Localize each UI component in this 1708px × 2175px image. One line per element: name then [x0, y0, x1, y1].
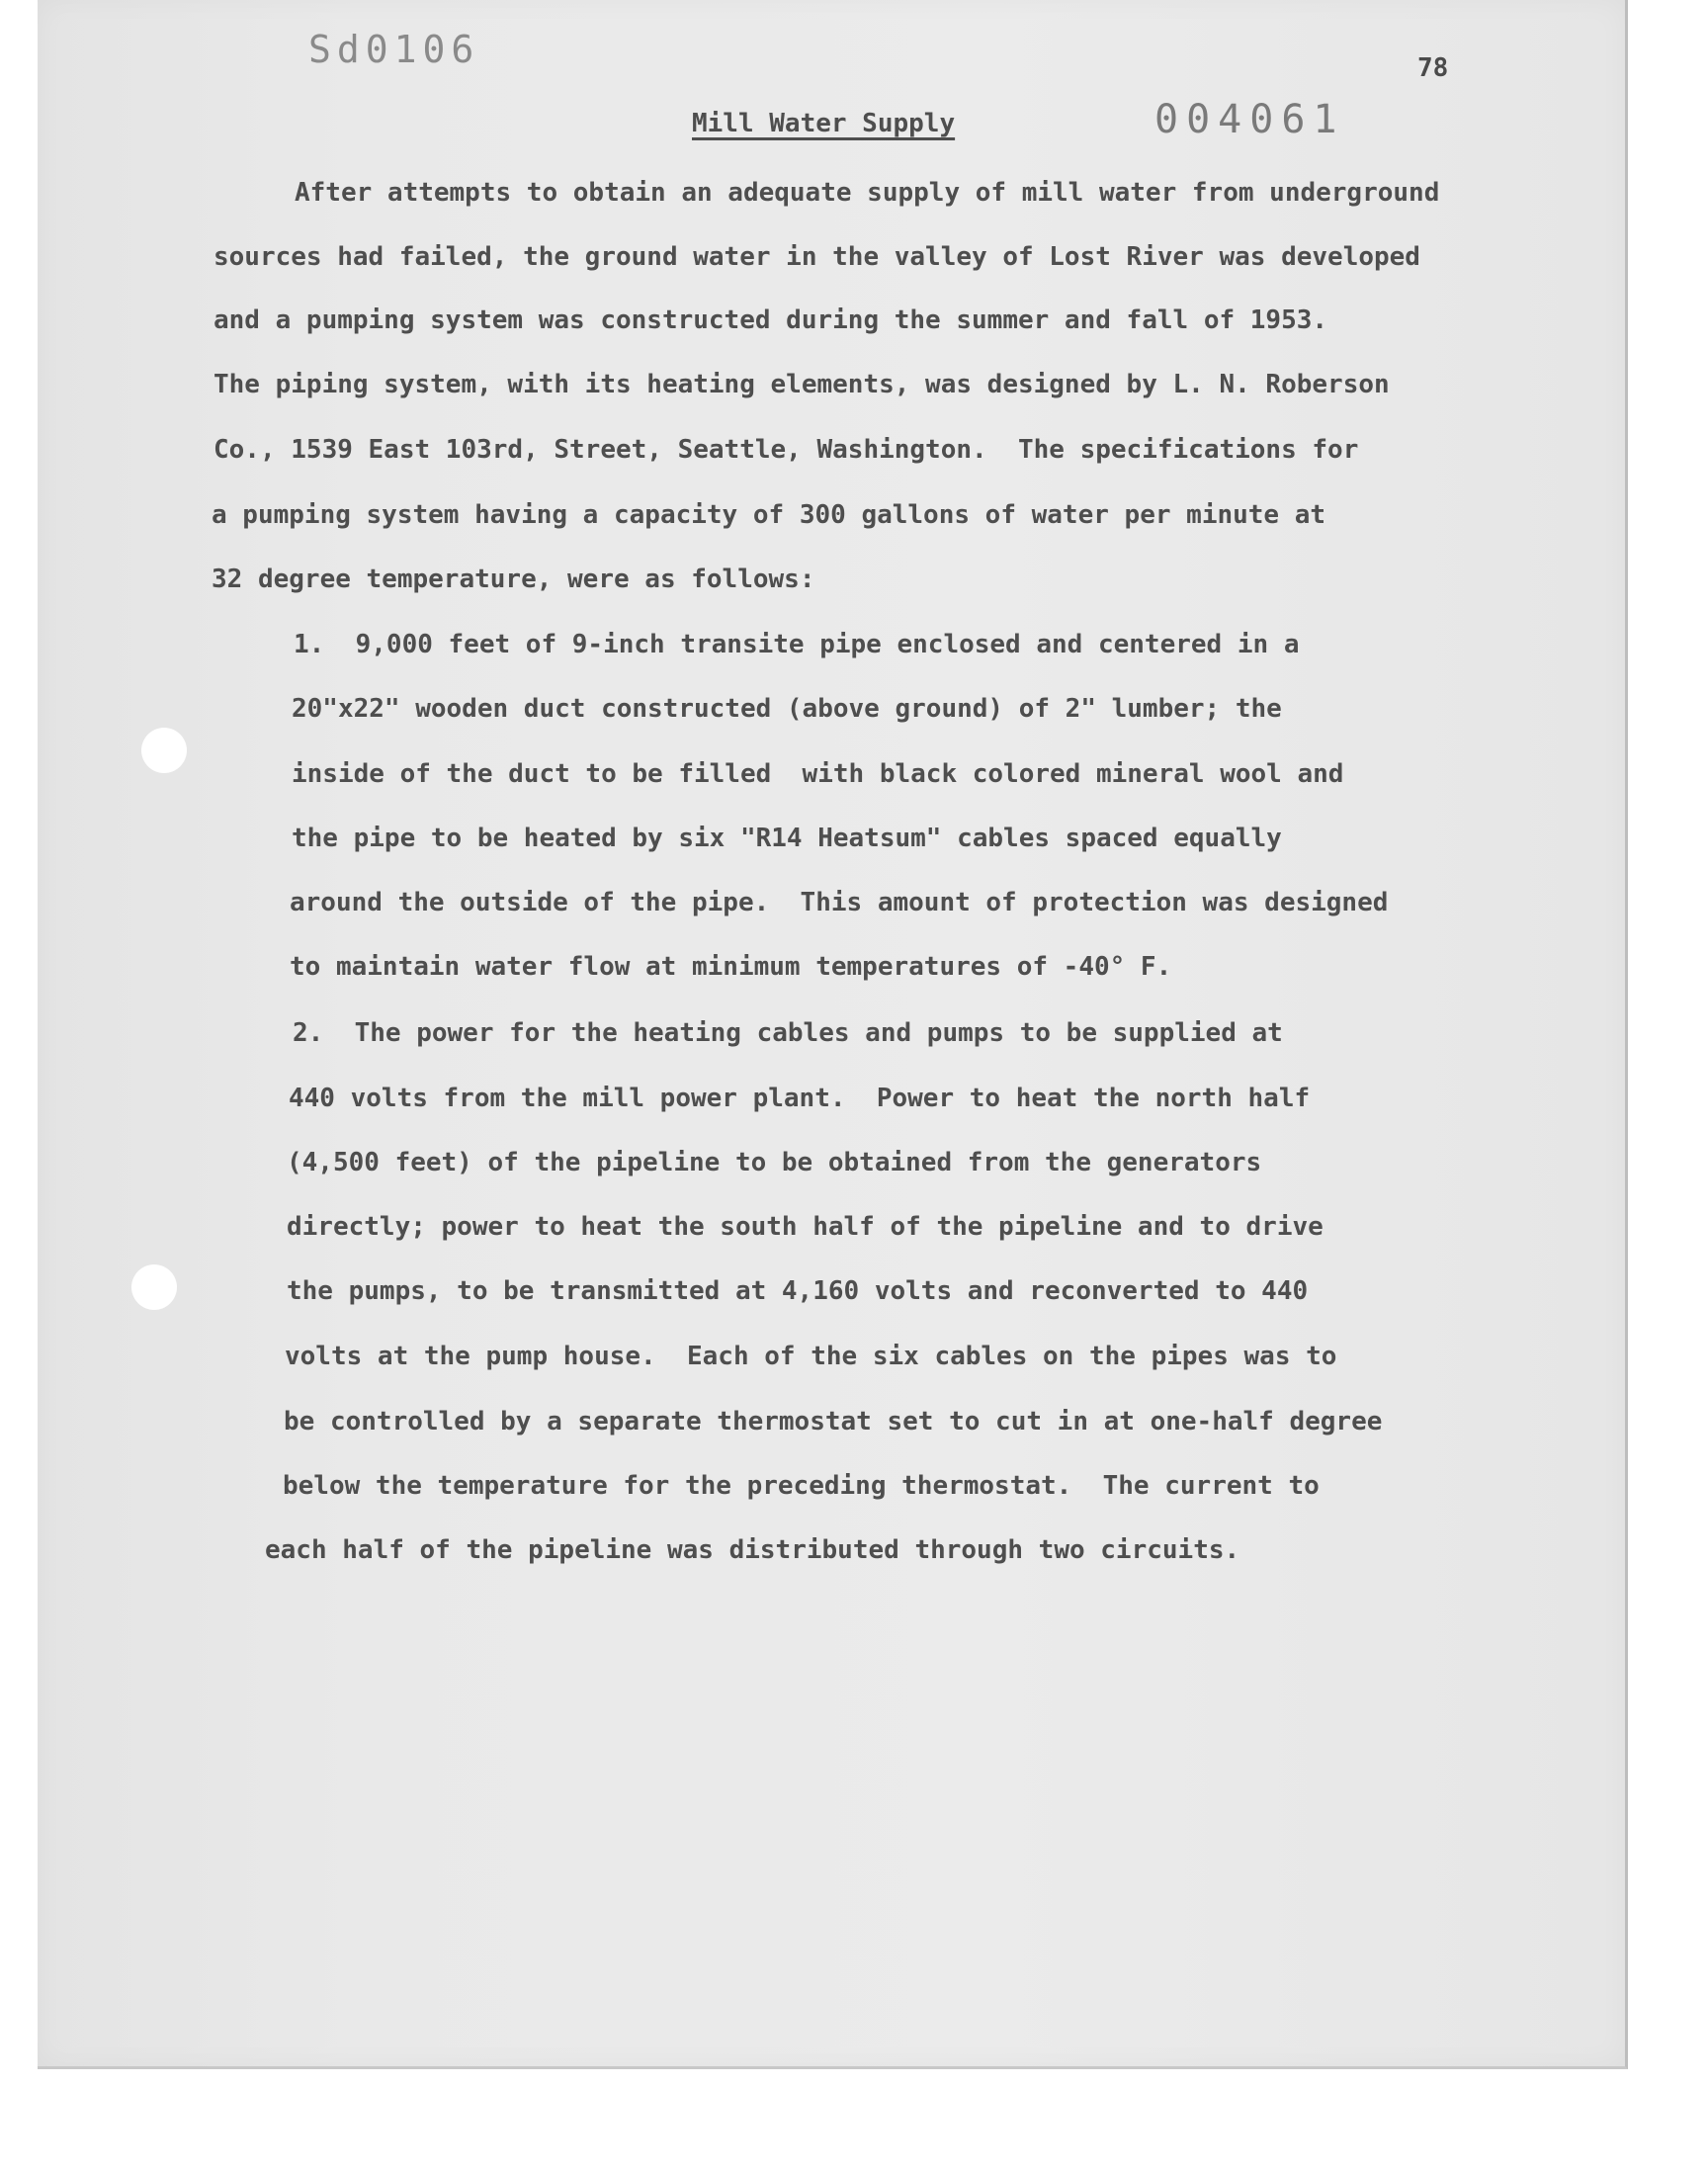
intro-line-1: After attempts to obtain an adequate supply of mill water from underground [295, 178, 1440, 208]
item2-line-9: each half of the pipeline was distributed through two circuits. [265, 1535, 1240, 1565]
item2-line-6: volts at the pump house. Each of the six cables on the pipes was to [285, 1342, 1337, 1371]
intro-line-3: and a pumping system was constructed during the summer and fall of 1953. [214, 305, 1328, 335]
item1-line-4: the pipe to be heated by six "R14 Heatsum" cables spaced equally [292, 824, 1282, 853]
page-number: 78 [1417, 53, 1449, 83]
intro-line-5: Co., 1539 East 103rd, Street, Seattle, Washington. The specifications for [214, 435, 1359, 465]
item2-line-7: be controlled by a separate thermostat set to cut in at one-half degree [284, 1407, 1383, 1436]
intro-line-6: a pumping system having a capacity of 300 gallons of water per minute at [212, 500, 1326, 530]
stamp-number-left: Sd0106 [308, 28, 480, 71]
item1-line-1: 1. 9,000 feet of 9-inch transite pipe enclosed and centered in a [294, 630, 1300, 659]
item2-line-2: 440 volts from the mill power plant. Power to heat the north half [289, 1084, 1311, 1113]
intro-line-2: sources had failed, the ground water in the valley of Lost River was developed [214, 242, 1420, 272]
intro-line-7: 32 degree temperature, were as follows: [212, 565, 815, 594]
document-title: Mill Water Supply [692, 109, 956, 138]
punch-hole [131, 1264, 177, 1310]
intro-line-4: The piping system, with its heating elements, was designed by L. N. Roberson [214, 370, 1390, 399]
item2-line-1: 2. The power for the heating cables and pumps to be supplied at [293, 1018, 1283, 1048]
item1-line-3: inside of the duct to be filled with black colored mineral wool and [292, 759, 1344, 789]
item2-line-8: below the temperature for the preceding thermostat. The current to [283, 1471, 1320, 1501]
stamp-number-right: 004061 [1154, 97, 1345, 142]
item1-line-2: 20"x22" wooden duct constructed (above ground) of 2" lumber; the [292, 694, 1282, 724]
punch-hole [141, 728, 187, 773]
item2-line-3: (4,500 feet) of the pipeline to be obtained from the generators [287, 1148, 1262, 1177]
item1-line-5: around the outside of the pipe. This amount of protection was designed [290, 888, 1389, 917]
item2-line-4: directly; power to heat the south half of the pipeline and to drive [287, 1212, 1324, 1242]
item2-line-5: the pumps, to be transmitted at 4,160 volts and reconverted to 440 [287, 1276, 1309, 1306]
item1-line-6: to maintain water flow at minimum temperatures of -40° F. [290, 952, 1172, 982]
